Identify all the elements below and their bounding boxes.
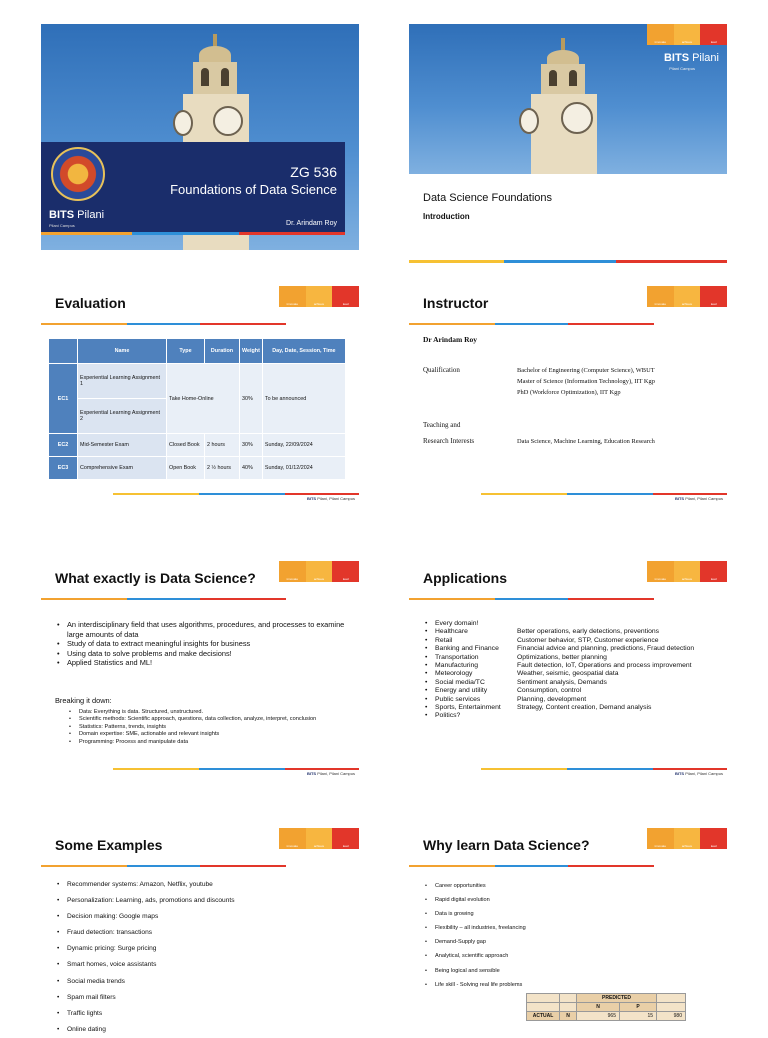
campus-label: Pilani Campus bbox=[669, 66, 695, 71]
list-item: • Applied Statistics and ML! bbox=[67, 658, 359, 668]
slide-applications[interactable] bbox=[409, 558, 727, 784]
component-name: Mid-Semester Exam bbox=[78, 434, 167, 457]
component-id: EC2 bbox=[49, 434, 78, 457]
component-weight: 30% bbox=[240, 434, 263, 457]
list-item: • Meteorology Weather, seismic, geospatial data bbox=[423, 670, 723, 678]
matrix-corner bbox=[560, 994, 577, 1003]
evaluation-table bbox=[48, 338, 346, 480]
list-item: • Manufacturing Fault detection, IoT, Operations and process improvement bbox=[423, 662, 723, 670]
title-underline bbox=[41, 323, 286, 325]
innovate-achieve-lead-logo: innovate achieve lead bbox=[279, 561, 359, 582]
component-name: Experiential Learning Assignment 1 bbox=[78, 364, 167, 399]
slide-title: Evaluation bbox=[55, 295, 126, 311]
list-item: • Spam mail filters bbox=[67, 990, 235, 1006]
component-date: Sunday, 01/12/2024 bbox=[262, 457, 345, 480]
list-item: • Flexibility – all industries, freelancing bbox=[435, 921, 526, 935]
interests-label: Teaching and bbox=[423, 421, 461, 429]
header-cell: Duration bbox=[205, 339, 240, 364]
slide-why-learn[interactable] bbox=[409, 825, 727, 1024]
innovate-achieve-lead-logo: innovate achieve lead bbox=[279, 828, 359, 849]
university-seal-icon bbox=[51, 147, 105, 201]
list-item: • Statistics: Patterns, trends, insights bbox=[79, 724, 349, 731]
list-item: • Scientific methods: Scientific approach, questions, data collection, analyze, interpret, conclusion bbox=[79, 716, 349, 723]
list-item: • Data is growing bbox=[435, 907, 526, 921]
list-item: • Social media/TC Sentiment analysis, Demands bbox=[423, 679, 723, 687]
list-item: • Social media trends bbox=[67, 974, 235, 990]
qualification-item: Bachelor of Engineering (Computer Science), WBUT bbox=[517, 367, 655, 374]
bits-pilani-logo: BITS Pilani bbox=[49, 209, 105, 221]
innovate-achieve-lead-logo: innovate achieve lead bbox=[279, 286, 359, 307]
list-item: • Recommender systems: Amazon, Netflix, youtube bbox=[67, 877, 235, 893]
actual-header: ACTUAL bbox=[527, 1012, 560, 1021]
slide-title-course[interactable] bbox=[41, 24, 359, 250]
bullet-list bbox=[55, 620, 359, 668]
matrix-corner bbox=[657, 1003, 686, 1012]
list-item: • Rapid digital evolution bbox=[435, 893, 526, 907]
list-item: • Data: Everything is data. Structured, unstructured. bbox=[79, 709, 349, 716]
list-item: • Traffic lights bbox=[67, 1006, 235, 1022]
list-item: • Politics? bbox=[423, 712, 723, 720]
component-weight: 40% bbox=[240, 457, 263, 480]
bullet-list bbox=[423, 879, 526, 992]
component-name: Comprehensive Exam bbox=[78, 457, 167, 480]
list-item: • Programming: Process and manipulate data bbox=[79, 739, 349, 746]
slide-section-intro[interactable] bbox=[409, 24, 727, 250]
innovate-achieve-lead-logo: innovate achieve lead bbox=[647, 561, 727, 582]
list-item: • Healthcare Better operations, early detections, preventions bbox=[423, 628, 723, 636]
sub-bullet-list bbox=[67, 709, 349, 746]
slide-footer: BITS Pilani, Pilani Campus bbox=[409, 493, 727, 503]
title-underline bbox=[41, 865, 286, 867]
slide-what-is-data-science[interactable] bbox=[41, 558, 359, 784]
matrix-corner bbox=[527, 994, 560, 1003]
title-underline bbox=[409, 598, 654, 600]
qualification-item: Master of Science (Information Technology), IIT Kgp bbox=[517, 378, 655, 385]
component-date: To be announced bbox=[262, 364, 345, 434]
slide-instructor[interactable] bbox=[409, 283, 727, 509]
slide-title: Instructor bbox=[423, 295, 489, 311]
component-type: Open Book bbox=[167, 457, 205, 480]
title-underline bbox=[409, 865, 654, 867]
innovate-achieve-lead-logo: innovate achieve lead bbox=[647, 286, 727, 307]
qualification-list bbox=[517, 365, 655, 398]
list-item: • Every domain! bbox=[423, 620, 723, 628]
author-name: Dr. Arindam Roy bbox=[286, 220, 337, 227]
list-item: • Life skill - Solving real life problems bbox=[435, 978, 526, 992]
list-item: • An interdisciplinary field that uses algorithms, procedures, and processes to examine large amounts of data bbox=[67, 620, 359, 639]
table-row bbox=[49, 434, 346, 457]
interests-value: Data Science, Machine Learning, Education Research bbox=[517, 438, 655, 445]
component-id: EC1 bbox=[49, 364, 78, 434]
matrix-corner bbox=[657, 994, 686, 1003]
interests-label: Research Interests bbox=[423, 437, 475, 445]
list-item: • Study of data to extract meaningful insights for business bbox=[67, 639, 359, 649]
list-item: • Demand-Supply gap bbox=[435, 935, 526, 949]
slide-title: Why learn Data Science? bbox=[423, 837, 590, 853]
list-item: • Retail Customer behavior, STP, Customer experience bbox=[423, 637, 723, 645]
list-item: • Online dating bbox=[67, 1022, 235, 1038]
list-item: • Smart homes, voice assistants bbox=[67, 957, 235, 973]
list-item: • Decision making: Google maps bbox=[67, 909, 235, 925]
col-header: P bbox=[620, 1003, 657, 1012]
qualification-label: Qualification bbox=[423, 366, 460, 374]
component-type: Take Home-Online bbox=[167, 364, 240, 434]
color-stripe bbox=[41, 232, 345, 235]
component-name: Experiential Learning Assignment 2 bbox=[78, 399, 167, 434]
list-item: • Sports, Entertainment Strategy, Content creation, Demand analysis bbox=[423, 704, 723, 712]
header-cell: Name bbox=[78, 339, 167, 364]
list-item: • Fraud detection: transactions bbox=[67, 925, 235, 941]
list-item: • Banking and Finance Financial advice and planning, predictions, Fraud detection bbox=[423, 645, 723, 653]
matrix-corner bbox=[560, 1003, 577, 1012]
clock-tower-image bbox=[509, 24, 619, 174]
header-cell: Weight bbox=[240, 339, 263, 364]
course-code: ZG 536 bbox=[290, 164, 337, 180]
component-type: Closed Book bbox=[167, 434, 205, 457]
slide-title: What exactly is Data Science? bbox=[55, 570, 256, 586]
confusion-matrix bbox=[526, 993, 686, 1021]
col-header: N bbox=[577, 1003, 620, 1012]
list-item: • Being logical and sensible bbox=[435, 964, 526, 978]
list-item: • Using data to solve problems and make decisions! bbox=[67, 649, 359, 659]
list-item: • Analytical, scientific approach bbox=[435, 949, 526, 963]
innovate-achieve-lead-logo: innovate achieve lead bbox=[647, 24, 727, 45]
applications-list bbox=[423, 620, 723, 721]
list-item: • Public services Planning, development bbox=[423, 696, 723, 704]
predicted-header: PREDICTED bbox=[577, 994, 657, 1003]
slide-footer: BITS Pilani, Pilani Campus bbox=[41, 768, 359, 778]
section-heading: Data Science Foundations bbox=[423, 192, 553, 204]
table-header-row bbox=[49, 339, 346, 364]
breakdown-label: Breaking it down: bbox=[55, 696, 112, 705]
list-item: • Personalization: Learning, ads, promotions and discounts bbox=[67, 893, 235, 909]
slide-title: Some Examples bbox=[55, 837, 163, 853]
instructor-name: Dr Arindam Roy bbox=[423, 335, 478, 344]
matrix-cell: 965 bbox=[577, 1012, 620, 1021]
slide-footer: BITS Pilani, Pilani Campus bbox=[409, 768, 727, 778]
slide-some-examples[interactable] bbox=[41, 825, 359, 1033]
component-id: EC3 bbox=[49, 457, 78, 480]
campus-label: Pilani Campus bbox=[49, 223, 75, 228]
header-cell: Day, Date, Session, Time bbox=[262, 339, 345, 364]
list-item: • Career opportunities bbox=[435, 879, 526, 893]
slide-title: Applications bbox=[423, 570, 508, 586]
matrix-corner bbox=[527, 1003, 560, 1012]
innovate-achieve-lead-logo: innovate achieve lead bbox=[647, 828, 727, 849]
section-subheading: Introduction bbox=[423, 212, 470, 221]
slide-footer: BITS Pilani, Pilani Campus bbox=[41, 493, 359, 503]
bits-pilani-logo: BITS Pilani bbox=[663, 52, 719, 64]
matrix-total: 980 bbox=[657, 1012, 686, 1021]
color-stripe bbox=[409, 260, 727, 263]
list-item: • Domain expertise: SME, actionable and relevant insights bbox=[79, 731, 349, 738]
title-underline bbox=[41, 598, 286, 600]
row-header: N bbox=[560, 1012, 577, 1021]
component-duration: 2 ½ hours bbox=[205, 457, 240, 480]
list-item: • Dynamic pricing: Surge pricing bbox=[67, 941, 235, 957]
component-duration: 2 hours bbox=[205, 434, 240, 457]
component-date: Sunday, 22/09/2024 bbox=[262, 434, 345, 457]
header-cell: Type bbox=[167, 339, 205, 364]
course-title: Foundations of Data Science bbox=[170, 182, 337, 197]
list-item: • Energy and utility Consumption, control bbox=[423, 687, 723, 695]
title-underline bbox=[409, 323, 654, 325]
qualification-item: PhD (Workforce Optimization), IIT Kgp bbox=[517, 389, 621, 396]
bullet-list bbox=[55, 877, 235, 1038]
table-row bbox=[49, 364, 346, 399]
table-row bbox=[49, 457, 346, 480]
list-item: • Transportation Optimizations, better planning bbox=[423, 654, 723, 662]
matrix-cell: 15 bbox=[620, 1012, 657, 1021]
campus-photo bbox=[409, 24, 727, 174]
slide-evaluation[interactable] bbox=[41, 283, 359, 509]
header-cell bbox=[49, 339, 78, 364]
component-weight: 30% bbox=[240, 364, 263, 434]
